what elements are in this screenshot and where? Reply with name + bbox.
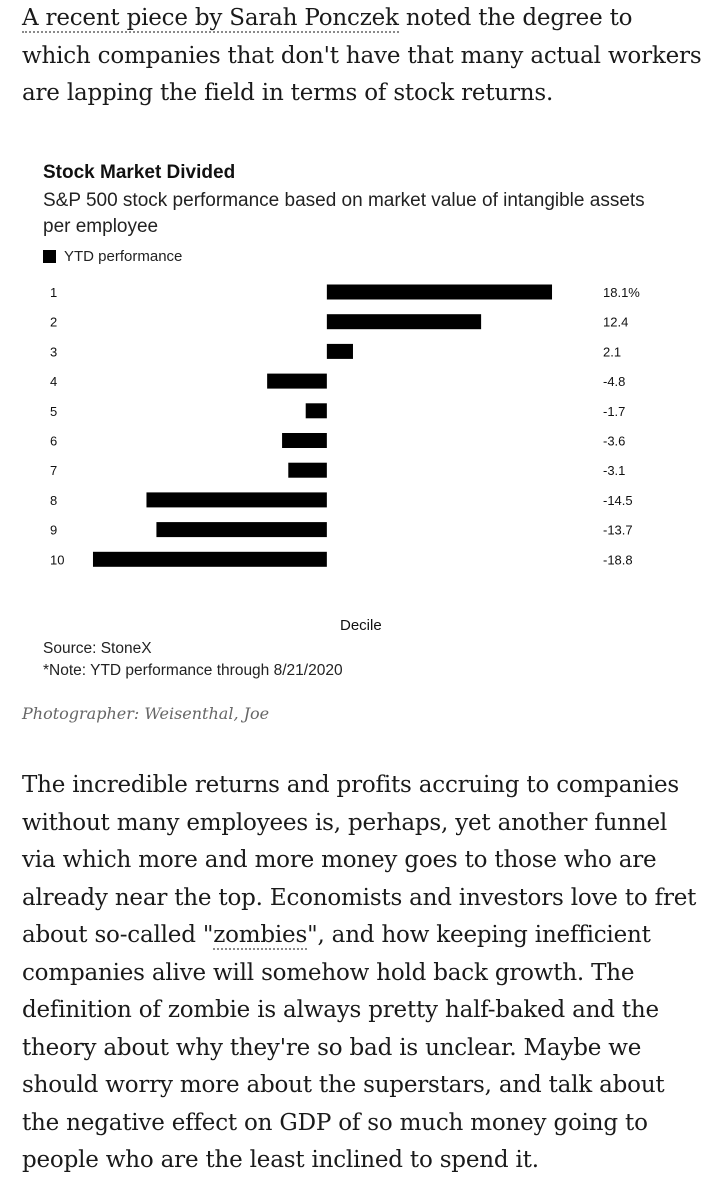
body-text-after: ", and how keeping inefficient companies alive will somehow hold back growth. The definition of zombie is always pretty half-baked and the theory about why they're so bad is unclear. Maybe we should worry more about the superstars, and talk about the negative effect on GDP of so much money going to people who are the least inclined to spend it. bbox=[22, 922, 665, 1173]
category-label-7: 7 bbox=[50, 463, 58, 479]
bar-decile-8 bbox=[146, 492, 326, 507]
bar-decile-7 bbox=[288, 463, 327, 478]
legend-label: YTD performance bbox=[64, 248, 183, 265]
ponczek-article-link[interactable]: A recent piece by Sarah Ponczek bbox=[22, 5, 399, 31]
category-label-3: 3 bbox=[50, 344, 58, 360]
bar-decile-4 bbox=[267, 374, 327, 389]
photo-caption: Photographer: Weisenthal, Joe bbox=[22, 704, 270, 723]
value-label-4: -4.8 bbox=[603, 374, 626, 390]
category-label-4: 4 bbox=[50, 374, 58, 390]
bar-decile-1 bbox=[327, 285, 552, 300]
value-label-3: 2.1 bbox=[603, 344, 622, 360]
value-label-7: -3.1 bbox=[603, 463, 626, 479]
bar-decile-10 bbox=[93, 552, 327, 567]
bar-decile-2 bbox=[327, 314, 481, 329]
category-label-6: 6 bbox=[50, 433, 58, 449]
x-axis-label: Decile bbox=[340, 617, 382, 634]
body-paragraph bbox=[22, 767, 702, 1180]
chart-source: Source: StoneX bbox=[43, 640, 152, 657]
intro-text: noted the degree to which companies that don't have that many actual workers are lapping the field in terms of stock returns. bbox=[22, 5, 702, 106]
category-label-2: 2 bbox=[50, 314, 58, 330]
value-label-8: -14.5 bbox=[603, 492, 633, 508]
body-text-before: The incredible returns and profits accruing to companies without many employees is, perhaps, yet another funnel via which more and more money goes to those who are already near the top. Economists and investors love to fret about so-called " bbox=[22, 772, 697, 948]
category-label-1: 1 bbox=[50, 285, 58, 300]
bar-decile-9 bbox=[156, 522, 326, 537]
bar-decile-6 bbox=[282, 433, 327, 448]
chart-figure bbox=[0, 150, 717, 690]
category-label-8: 8 bbox=[50, 492, 58, 508]
chart-note: *Note: YTD performance through 8/21/2020 bbox=[43, 662, 343, 679]
value-label-6: -3.6 bbox=[603, 433, 626, 449]
zombies-link[interactable]: zombies bbox=[213, 922, 308, 948]
value-label-9: -13.7 bbox=[603, 522, 633, 538]
value-label-1: 18.1% bbox=[603, 285, 640, 300]
bar-chart bbox=[0, 150, 717, 640]
chart-subtitle: S&P 500 stock performance based on market value of intangible assets per employee bbox=[43, 190, 645, 237]
bar-decile-5 bbox=[306, 403, 327, 418]
category-label-10: 10 bbox=[50, 552, 65, 568]
value-label-5: -1.7 bbox=[603, 403, 626, 419]
category-label-5: 5 bbox=[50, 403, 58, 419]
value-label-2: 12.4 bbox=[603, 314, 629, 330]
intro-paragraph bbox=[22, 0, 702, 113]
bar-decile-3 bbox=[327, 344, 353, 359]
category-label-9: 9 bbox=[50, 522, 58, 538]
value-label-10: -18.8 bbox=[603, 552, 633, 568]
chart-title: Stock Market Divided bbox=[43, 162, 236, 183]
